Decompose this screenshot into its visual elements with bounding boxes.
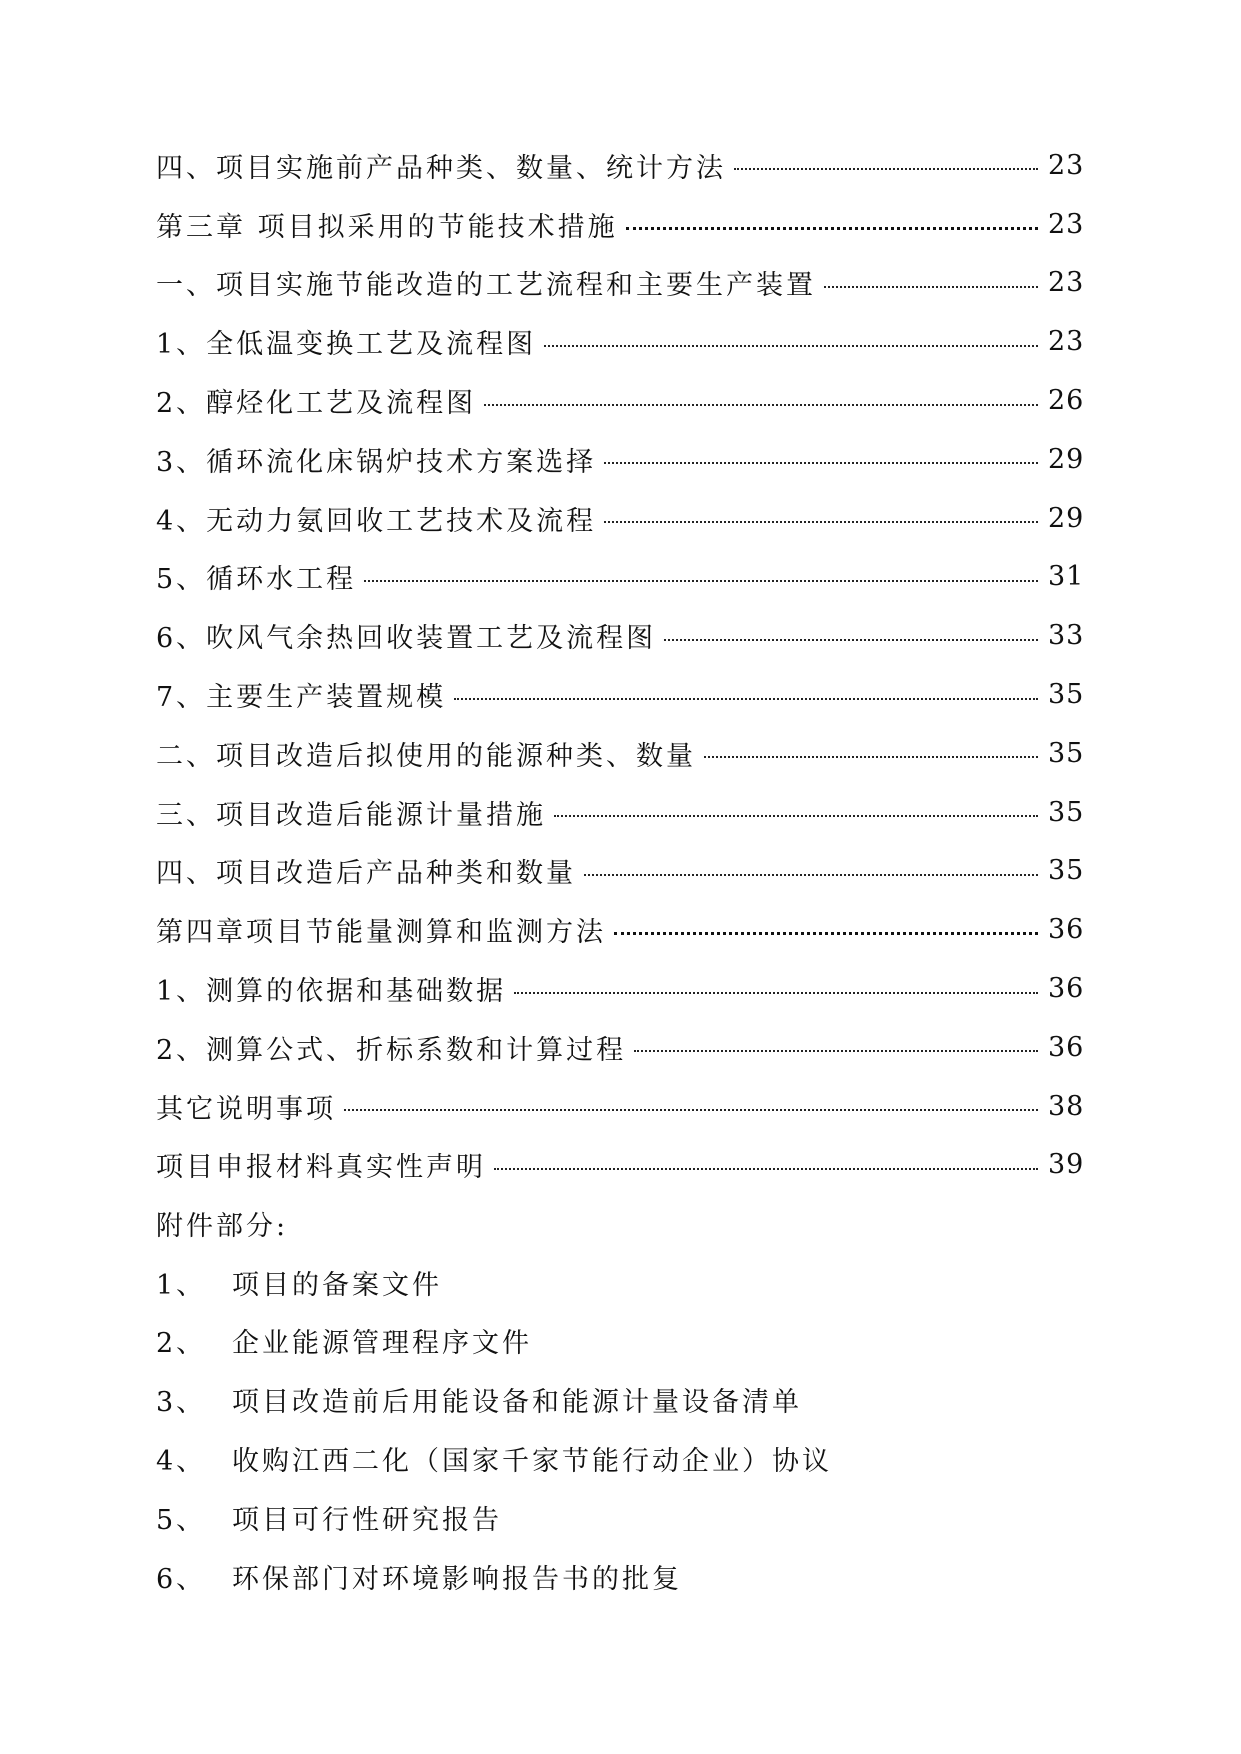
toc-entry[interactable] bbox=[156, 195, 1085, 254]
toc-entry[interactable] bbox=[156, 312, 1085, 371]
toc-leader-dots bbox=[554, 815, 1038, 817]
toc-entry-title: 6、吹风气余热回收装置工艺及流程图 bbox=[156, 623, 657, 655]
toc-entry-page: 23 bbox=[1048, 326, 1085, 358]
toc-entry[interactable] bbox=[156, 489, 1085, 548]
toc-entry[interactable] bbox=[156, 1077, 1085, 1136]
attachment-item bbox=[156, 1488, 1080, 1547]
toc-entry-title: 三、项目改造后能源计量措施 bbox=[156, 799, 546, 831]
toc-entry-title: 5、循环水工程 bbox=[156, 564, 357, 596]
toc-entry-page: 35 bbox=[1048, 855, 1085, 887]
toc-entry-title: 2、测算公式、折标系数和计算过程 bbox=[156, 1034, 627, 1066]
toc-leader-dots bbox=[734, 168, 1038, 170]
table-of-contents bbox=[156, 136, 1085, 1194]
toc-entry-title: 1、全低温变换工艺及流程图 bbox=[156, 329, 537, 361]
toc-entry-title: 项目申报材料真实性声明 bbox=[156, 1152, 486, 1184]
attachment-number: 1、 bbox=[156, 1269, 207, 1301]
toc-entry[interactable] bbox=[156, 136, 1085, 195]
toc-entry[interactable] bbox=[156, 783, 1085, 842]
toc-entry-page: 31 bbox=[1048, 561, 1085, 593]
toc-entry-page: 35 bbox=[1048, 737, 1085, 769]
toc-leader-dots bbox=[544, 345, 1038, 347]
toc-entry-title: 4、无动力氨回收工艺技术及流程 bbox=[156, 505, 597, 537]
attachment-number: 6、 bbox=[156, 1563, 207, 1595]
toc-entry[interactable] bbox=[156, 430, 1085, 489]
toc-entry-page: 23 bbox=[1048, 267, 1085, 299]
toc-entry-page: 33 bbox=[1048, 620, 1085, 652]
toc-entry-title: 7、主要生产装置规模 bbox=[156, 682, 447, 714]
toc-entry[interactable] bbox=[156, 959, 1085, 1018]
toc-leader-dots bbox=[614, 932, 1038, 935]
toc-entry[interactable] bbox=[156, 724, 1085, 783]
toc-leader-dots bbox=[494, 1168, 1038, 1170]
toc-entry-title: 第四章项目节能量测算和监测方法 bbox=[156, 917, 606, 949]
attachment-number: 2、 bbox=[156, 1328, 207, 1360]
toc-leader-dots bbox=[514, 992, 1038, 994]
toc-entry[interactable] bbox=[156, 548, 1085, 607]
toc-leader-dots bbox=[604, 462, 1038, 464]
toc-entry[interactable] bbox=[156, 254, 1085, 313]
toc-entry-title: 四、项目改造后产品种类和数量 bbox=[156, 858, 576, 890]
attachment-number: 5、 bbox=[156, 1504, 207, 1536]
toc-entry-page: 38 bbox=[1048, 1090, 1085, 1122]
attachment-number: 3、 bbox=[156, 1387, 207, 1419]
toc-entry[interactable] bbox=[156, 1136, 1085, 1195]
toc-entry-title: 第三章 项目拟采用的节能技术措施 bbox=[156, 211, 618, 243]
attachment-item bbox=[156, 1312, 1080, 1371]
toc-entry-page: 36 bbox=[1048, 973, 1085, 1005]
toc-leader-dots bbox=[364, 580, 1038, 582]
toc-leader-dots bbox=[626, 227, 1038, 230]
attachment-title: 环保部门对环境影响报告书的批复 bbox=[232, 1563, 682, 1595]
toc-leader-dots bbox=[824, 286, 1038, 288]
toc-entry-title: 四、项目实施前产品种类、数量、统计方法 bbox=[156, 152, 726, 184]
attachment-item bbox=[156, 1547, 1080, 1606]
toc-leader-dots bbox=[484, 404, 1038, 406]
toc-entry[interactable] bbox=[156, 1018, 1085, 1077]
toc-leader-dots bbox=[454, 698, 1038, 700]
attachment-title: 项目可行性研究报告 bbox=[232, 1504, 502, 1536]
attachment-title: 收购江西二化（国家千家节能行动企业）协议 bbox=[232, 1446, 832, 1478]
toc-entry-page: 39 bbox=[1048, 1149, 1085, 1181]
toc-entry-page: 35 bbox=[1048, 796, 1085, 828]
toc-leader-dots bbox=[584, 874, 1038, 876]
attachment-title: 企业能源管理程序文件 bbox=[232, 1328, 532, 1360]
attachment-title: 项目改造前后用能设备和能源计量设备清单 bbox=[232, 1387, 802, 1419]
toc-leader-dots bbox=[664, 639, 1038, 641]
toc-entry-page: 23 bbox=[1048, 208, 1085, 240]
toc-entry-page: 29 bbox=[1048, 443, 1085, 475]
toc-entry[interactable] bbox=[156, 900, 1085, 959]
toc-entry[interactable] bbox=[156, 665, 1085, 724]
attachment-number: 4、 bbox=[156, 1446, 207, 1478]
toc-entry[interactable] bbox=[156, 371, 1085, 430]
toc-entry-title: 二、项目改造后拟使用的能源种类、数量 bbox=[156, 740, 696, 772]
attachment-item bbox=[156, 1370, 1080, 1429]
toc-entry-title: 1、测算的依据和基础数据 bbox=[156, 976, 507, 1008]
toc-entry-page: 36 bbox=[1048, 914, 1085, 946]
attachment-item bbox=[156, 1253, 1080, 1312]
toc-entry[interactable] bbox=[156, 606, 1085, 665]
toc-entry[interactable] bbox=[156, 842, 1085, 901]
toc-leader-dots bbox=[604, 521, 1038, 523]
toc-entry-page: 29 bbox=[1048, 502, 1085, 534]
attachment-title: 项目的备案文件 bbox=[232, 1269, 442, 1301]
toc-leader-dots bbox=[634, 1050, 1038, 1052]
toc-leader-dots bbox=[704, 756, 1038, 758]
toc-entry-title: 3、循环流化床锅炉技术方案选择 bbox=[156, 446, 597, 478]
toc-entry-title: 一、项目实施节能改造的工艺流程和主要生产装置 bbox=[156, 270, 816, 302]
toc-leader-dots bbox=[344, 1109, 1038, 1111]
toc-entry-page: 26 bbox=[1048, 385, 1085, 417]
attachments-heading: 附件部分: bbox=[156, 1210, 289, 1242]
attachments-section bbox=[156, 1194, 1080, 1606]
toc-entry-page: 23 bbox=[1048, 149, 1085, 181]
toc-entry-page: 36 bbox=[1048, 1031, 1085, 1063]
toc-entry-page: 35 bbox=[1048, 679, 1085, 711]
toc-entry-title: 2、醇烃化工艺及流程图 bbox=[156, 388, 477, 420]
toc-entry-title: 其它说明事项 bbox=[156, 1093, 336, 1125]
attachment-item bbox=[156, 1429, 1080, 1488]
